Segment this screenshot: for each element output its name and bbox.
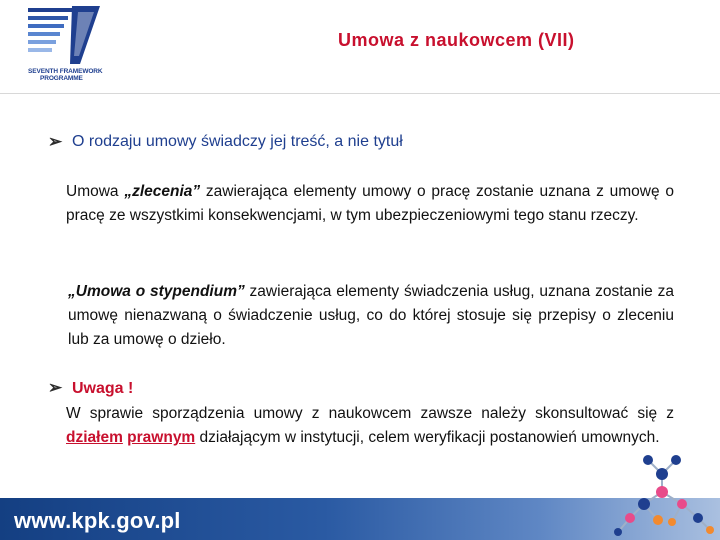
p3-red-prawnym: prawnym — [127, 429, 196, 446]
header-divider — [0, 93, 720, 94]
logo-line1: SEVENTH FRAMEWORK — [28, 68, 103, 75]
paragraph-zlecenie — [66, 180, 674, 228]
slide-header — [0, 0, 720, 94]
page-title: Umowa z naukowcem (VII) — [338, 30, 575, 50]
arrow-bullet-icon: ➢ — [48, 378, 63, 397]
p2-text-b: zawierająca elementy świadczenia usług, uznana zostanie za umowę nienazwaną o świadczenie usług, co do której stosuje się przepisy o zleceniu lub za umowę o dzieło. — [68, 283, 674, 348]
p2-emphasis: „Umowa o stypendium” — [68, 283, 245, 300]
p1-text-b: zawierająca elementy umowy o pracę zostanie uznana z umowę o pracę ze wszystkimi konsekwencjami, w tym ubezpieczeniowymi tego stanu rzeczy. — [66, 183, 674, 224]
p3-text-b: działającym w instytucji, celem weryfikacji postanowień umownych. — [195, 429, 660, 446]
paragraph-uwaga — [66, 402, 674, 450]
section1-lead: O rodzaju umowy świadczy jej treść, a nie tytuł — [72, 133, 403, 150]
network-graphic-icon — [600, 448, 718, 540]
logo-caption — [28, 68, 114, 82]
p1-text-a: Umowa — [66, 183, 125, 200]
p3-text-a: W sprawie sporządzenia umowy z naukowcem zawsze należy skonsultować się z — [66, 405, 674, 422]
p1-emphasis: „zlecenia” — [124, 183, 201, 200]
arrow-bullet-icon: ➢ — [48, 132, 63, 151]
uwaga-heading: Uwaga ! — [72, 380, 134, 397]
footer-url-link[interactable]: www.kpk.gov.pl — [14, 508, 181, 533]
logo-line2: PROGRAMME — [40, 75, 83, 82]
paragraph-stypendium — [68, 280, 674, 352]
p3-red-dzialem: działem — [66, 429, 123, 446]
